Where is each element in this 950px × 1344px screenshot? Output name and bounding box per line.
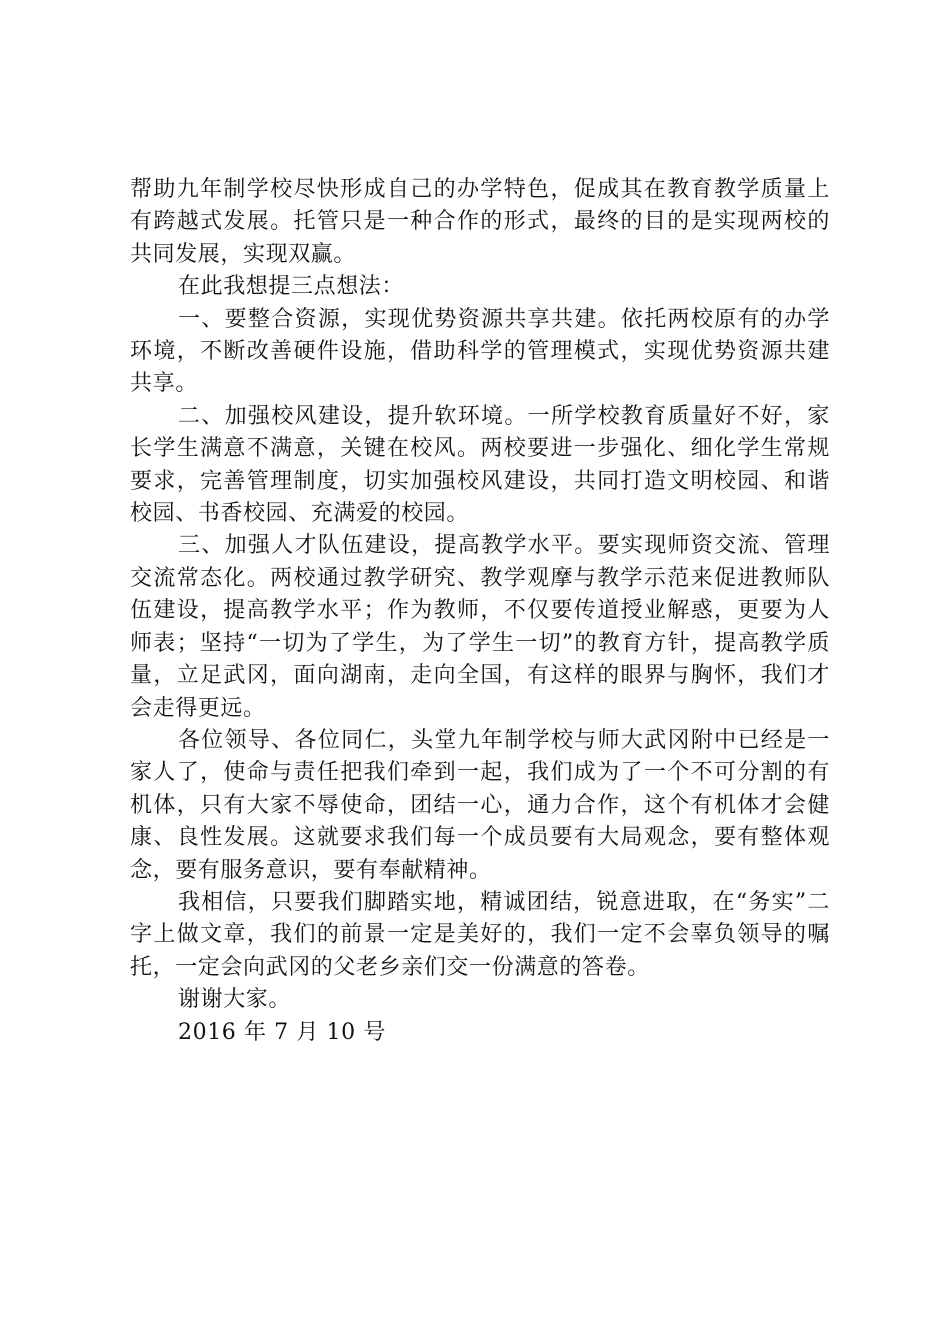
paragraph-address: 各位领导、各位同仁，头堂九年制学校与师大武冈附中已经是一家人了，使命与责任把我们牵到一起，我们成为了一个不可分割的有机体，只有大家不辱使命，团结一心，通力合作，这个有机体才会健康、良性发展。这就要求我们每一个成员要有大局观念，要有整体观念，要有服务意识，要有奉献精神。 bbox=[130, 727, 830, 883]
paragraph-point-one: 一、要整合资源，实现优势资源共享共建。依托两校原有的办学环境，不断改善硬件设施，借助科学的管理模式，实现优势资源共建共享。 bbox=[130, 306, 830, 397]
paragraph-intro: 在此我想提三点想法： bbox=[178, 274, 405, 300]
paragraph-point-three: 三、加强人才队伍建设，提高教学水平。要实现师资交流、管理交流常态化。两校通过教学研究、教学观摩与教学示范来促进教师队伍建设，提高教学水平；作为教师，不仅要传道授业解惑，更要为人师表；坚持“一切为了学生，为了学生一切”的教育方针，提高教学质量，立足武冈，面向湖南，走向全国，有这样的眼界与胸怀，我们才会走得更远。 bbox=[130, 533, 830, 721]
paragraph-conclusion: 我相信，只要我们脚踏实地，精诚团结，锐意进取，在“务实”二字上做文章，我们的前景一定是美好的，我们一定不会辜负领导的嘱托，一定会向武冈的父老乡亲们交一份满意的答卷。 bbox=[130, 889, 830, 980]
paragraph-continuation: 帮助九年制学校尽快形成自己的办学特色，促成其在教育教学质量上有跨越式发展。托管只是一种合作的形式，最终的目的是实现两校的共同发展，实现双赢。 bbox=[130, 177, 830, 267]
closing-thanks: 谢谢大家。 bbox=[178, 987, 292, 1013]
document-date: 2016 年 7 月 10 号 bbox=[178, 1019, 386, 1045]
document-body bbox=[130, 174, 830, 1049]
paragraph-point-two: 二、加强校风建设，提升软环境。一所学校教育质量好不好，家长学生满意不满意，关键在校风。两校要进一步强化、细化学生常规要求，完善管理制度，切实加强校风建设，共同打造文明校园、和谐校园、书香校园、充满爱的校园。 bbox=[130, 403, 830, 527]
